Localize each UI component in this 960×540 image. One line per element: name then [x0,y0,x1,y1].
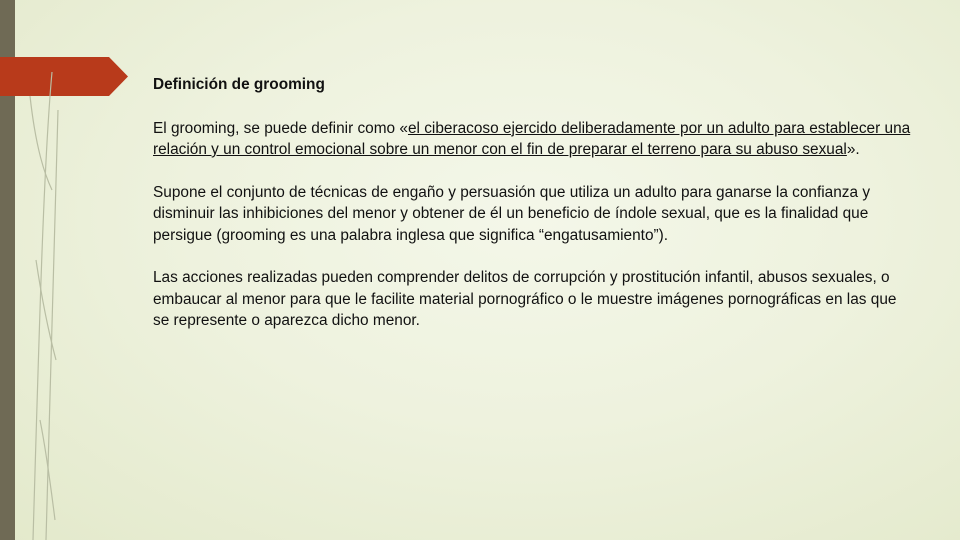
definition-close: ». [846,141,860,158]
definition-quote: el ciberacoso ejercido deliberadamente por un adulto para establecer una relación y un control emocional sobre un menor con el fin de preparar el terreno para su abuso sexual [153,119,911,158]
definition-paragraph [153,118,913,161]
slide-heading: Definición de grooming [153,76,325,93]
actions-paragraph: Las acciones realizadas pueden comprender delitos de corrupción y prostitución infantil, abusos sexuales, o embaucar al menor para que le facilite material pornográfico o le muestre imágenes pornográficas en las que se represente o aparezca dicho menor. [153,269,897,329]
accent-arrow-tab [0,57,128,96]
definition-intro: El grooming, se puede definir como « [153,119,408,137]
slide-content [153,74,913,353]
techniques-paragraph: Supone el conjunto de técnicas de engaño y persuasión que utiliza un adulto para ganarse la confianza y disminuir las inhibiciones del menor y obtener de él un beneficio de índole sexual, que es la finalidad que persigue (grooming es una palabra inglesa que significa “engatusamiento”). [153,183,871,244]
